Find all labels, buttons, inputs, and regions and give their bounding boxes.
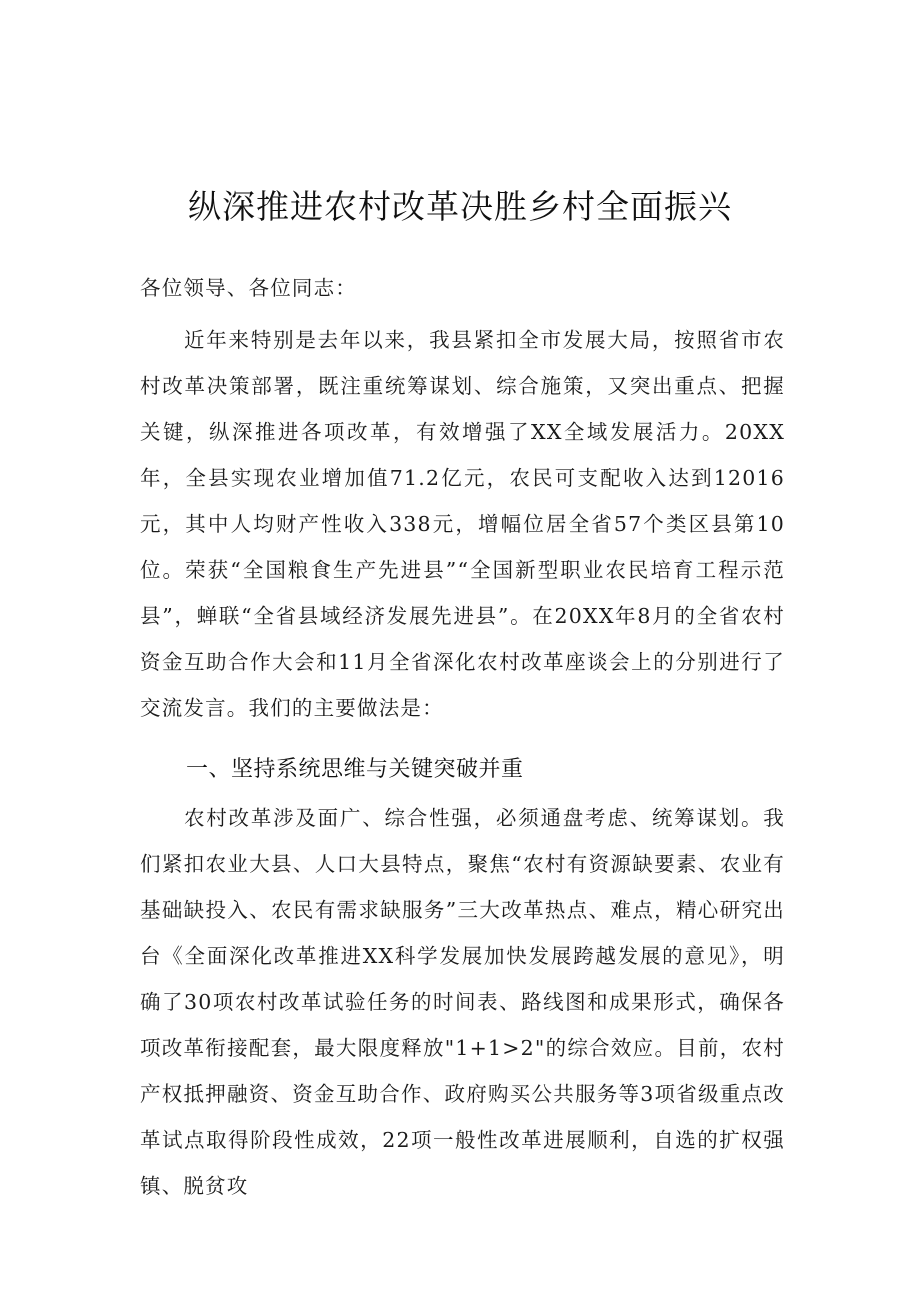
section-heading: 一、坚持系统思维与关键突破并重 bbox=[186, 757, 524, 782]
document-title: 纵深推进农村改革决胜乡村全面振兴 bbox=[188, 187, 732, 226]
body-paragraph: 农村改革涉及面广、综合性强，必须通盘考虑、统筹谋划。我们紧扣农业大县、人口大县特点，聚焦“农村有资源缺要素、农业有基础缺投入、农民有需求缺服务”三大改革热点、难点，精心研究出台《全面深化改革推进XX科学发展加快发展跨越发展的意见》，明确了30项农村改革试验任务的时间表、路线图和成果形式，确保各项改革衔接配套，最大限度释放"1+1>2"的综合效应。目前，农村产权抵押融资、资金互助合作、政府购买公共服务等3项省级重点改革试点取得阶段性成效，22项一般性改革进展顺利，自选的扩权强镇、脱贫攻 bbox=[140, 806, 785, 1198]
body-paragraph: 近年来特别是去年以来，我县紧扣全市发展大局，按照省市农村改革决策部署，既注重统筹谋划、综合施策，又突出重点、把握关键，纵深推进各项改革，有效增强了XX全域发展活力。20XX年，全县实现农业增加值71.2亿元，农民可支配收入达到12016元，其中人均财产性收入338元，增幅位居全省57个类区县第10位。荣获“全国粮食生产先进县”“全国新型职业农民培育工程示范县”，蝉联“全省县域经济发展先进县”。在20XX年8月的全省农村资金互助合作大会和11月全省深化农村改革座谈会上的分别进行了交流发言。我们的主要做法是： bbox=[140, 328, 785, 720]
salutation: 各位领导、各位同志： bbox=[140, 276, 357, 300]
